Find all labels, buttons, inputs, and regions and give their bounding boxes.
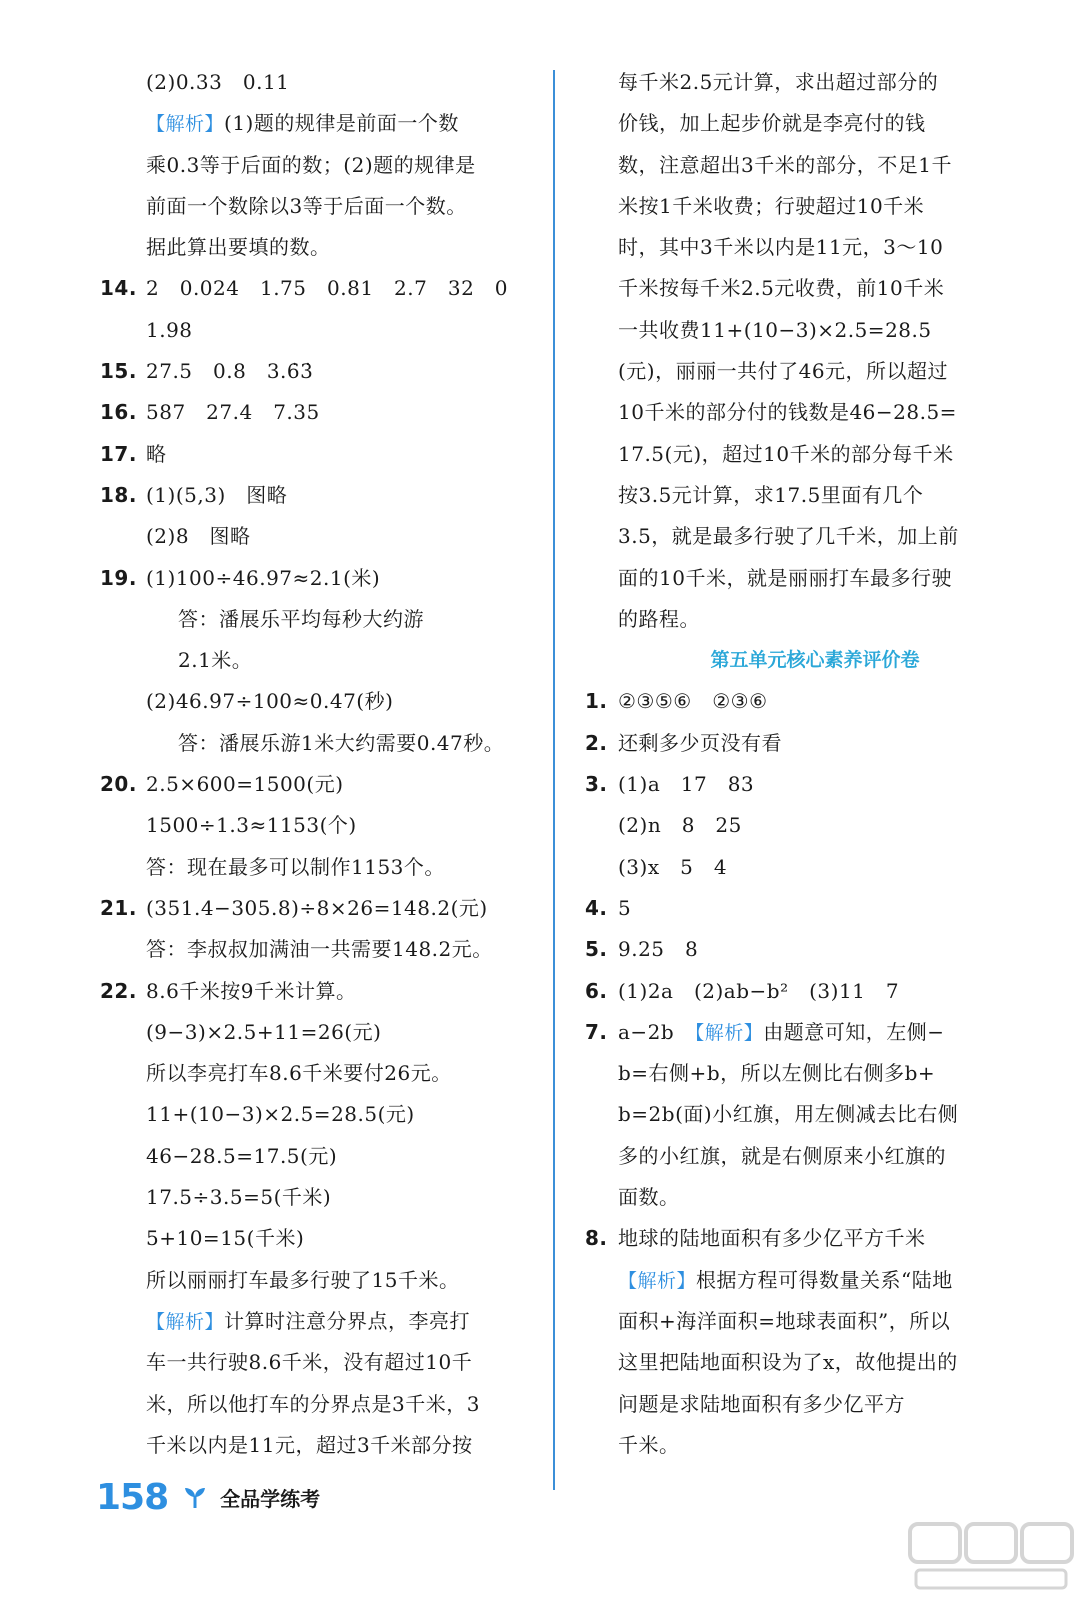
text-line: [585, 1342, 1025, 1383]
question-7: [585, 1012, 1025, 1053]
analysis-text: 时，其中3千米以内是11元，3～10: [618, 235, 944, 260]
analysis-text: 面的10千米，就是丽丽打车最多行驶: [618, 565, 952, 590]
answer-text: (351.4−305.8)÷8×26=148.2(元): [146, 895, 488, 920]
text-line: [100, 599, 540, 640]
question-4: [585, 888, 1025, 929]
text-line: [585, 392, 1025, 433]
question-number: 1.: [585, 689, 608, 714]
answer-text: 2.1米。: [178, 648, 253, 673]
text-line: [585, 805, 1025, 846]
analysis-text: b=2b(面)小红旗，用左侧减去比右侧: [618, 1102, 959, 1127]
question-number: 4.: [585, 895, 608, 920]
analysis-text: 车一共行驶8.6千米，没有超过10千: [146, 1350, 473, 1375]
analysis-text: 前面一个数除以3等于后面一个数。: [146, 193, 467, 218]
text-line: [100, 1384, 540, 1425]
text-line: [585, 1053, 1025, 1094]
section-title: 第五单元核心素养评价卷: [710, 649, 920, 672]
question-number: 15.: [100, 359, 137, 384]
question-number: 3.: [585, 772, 608, 797]
text-line: [100, 847, 540, 888]
answer-text: 2 0.024 1.75 0.81 2.7 32 0: [146, 276, 509, 301]
text-line: [585, 1136, 1025, 1177]
answer-text: 1500÷1.3≈1153(个): [146, 813, 357, 838]
text-line: [100, 145, 540, 186]
text-line: [100, 516, 540, 557]
answer-text: 5+10=15(千米): [146, 1226, 305, 1251]
answer-text: a−2b: [618, 1019, 695, 1044]
answer-text: (9−3)×2.5+11=26(元): [146, 1019, 382, 1044]
text-line: [585, 558, 1025, 599]
analysis-tag: 【解析】: [146, 113, 225, 136]
analysis-text: 米按1千米收费；行驶超过10千米: [618, 193, 925, 218]
text-line: [100, 1260, 540, 1301]
answer-text: 27.5 0.8 3.6̇3̇: [146, 359, 314, 384]
question-17: [100, 434, 540, 475]
page-number: 158: [96, 1476, 169, 1518]
analysis-text: 由题意可知，左侧−: [763, 1019, 945, 1044]
question-21: [100, 888, 540, 929]
analysis-text: b=右侧+b，所以左侧比右侧多b+: [618, 1061, 936, 1086]
text-line: [585, 62, 1025, 103]
analysis-text: 按3.5元计算，求17.5里面有几个: [618, 482, 924, 507]
answer-text: 答：李叔叔加满油一共需要148.2元。: [146, 937, 493, 962]
text-line: [585, 1094, 1025, 1135]
analysis-text: 3.5，就是最多行驶了几千米，加上前: [618, 524, 959, 549]
analysis-text: 数，注意超出3千米的部分，不足1千: [618, 152, 952, 177]
brand-name: 全品学练考: [220, 1486, 321, 1511]
text-line: [100, 1218, 540, 1259]
answer-text: 答：潘展乐平均每秒大约游: [178, 606, 424, 631]
question-number: 20.: [100, 772, 137, 797]
answer-text: 8.6千米按9千米计算。: [146, 978, 357, 1003]
analysis-line: [146, 103, 459, 145]
text-line: [100, 103, 540, 144]
text-line: [585, 1177, 1025, 1218]
answer-text: 2.5×600=1500(元): [146, 772, 344, 797]
text-line: [585, 1425, 1025, 1466]
question-18: [100, 475, 540, 516]
answer-text: (3)x 5 4: [618, 854, 728, 879]
text-line: [100, 723, 540, 764]
question-number: 18.: [100, 482, 137, 507]
text-line: [585, 103, 1025, 144]
question-number: 19.: [100, 565, 137, 590]
answer-text: (1)(5,3) 图略: [146, 482, 288, 507]
text-line: [585, 145, 1025, 186]
text-line: [585, 475, 1025, 516]
analysis-text: 面数。: [618, 1185, 680, 1210]
analysis-text: 计算时注意分界点，李亮打: [224, 1308, 471, 1333]
right-column: [585, 62, 1025, 1466]
analysis-line: [618, 1012, 945, 1054]
answer-text: ②③⑤⑥ ②③⑥: [618, 689, 768, 714]
question-number: 6.: [585, 978, 608, 1003]
text-line: [100, 640, 540, 681]
text-line: [585, 351, 1025, 392]
answer-text: (2)8 图略: [146, 524, 251, 549]
analysis-text: 问题是求陆地面积有多少亿平方: [618, 1391, 905, 1416]
answer-text: 587 27.4 7.35: [146, 400, 320, 425]
analysis-line: [146, 1301, 470, 1343]
analysis-text: 这里把陆地面积设为了x，故他提出的: [618, 1350, 958, 1375]
analysis-text: (元)，丽丽一共付了46元，所以超过: [618, 359, 949, 384]
analysis-text: 价钱，加上起步价就是李亮付的钱: [618, 111, 926, 136]
question-14: [100, 268, 540, 309]
question-number: 22.: [100, 978, 137, 1003]
question-number: 8.: [585, 1226, 608, 1251]
question-5: [585, 929, 1025, 970]
analysis-text: 每千米2.5元计算，求出超过部分的: [618, 70, 939, 94]
question-8: [585, 1218, 1025, 1259]
text-line: [100, 1136, 540, 1177]
question-number: 7.: [585, 1019, 608, 1044]
text-line: [585, 1384, 1025, 1425]
analysis-line: [618, 1260, 953, 1302]
answer-text: 答：潘展乐游1米大约需要0.47秒。: [178, 730, 505, 755]
question-number: 21.: [100, 895, 137, 920]
analysis-text: 的路程。: [618, 606, 700, 631]
question-number: 16.: [100, 400, 137, 425]
text-line: [585, 516, 1025, 557]
question-20: [100, 764, 540, 805]
analysis-text: 面积+海洋面积=地球表面积”，所以: [618, 1308, 951, 1333]
text-line: [585, 186, 1025, 227]
answer-text: 还剩多少页没有看: [618, 730, 782, 755]
answer-text: 答：现在最多可以制作1153个。: [146, 854, 445, 879]
answer-text: (2)n 8 25: [618, 813, 742, 838]
left-column: [100, 62, 540, 1466]
analysis-text: 一共收费11+(10−3)×2.5=28.5: [618, 317, 932, 342]
watermark-logo-icon: [906, 1520, 1076, 1592]
text-line: [100, 1342, 540, 1383]
text-line: [585, 227, 1025, 268]
answer-text: 11+(10−3)×2.5=28.5(元): [146, 1102, 415, 1127]
question-number: 14.: [100, 276, 137, 301]
question-3: [585, 764, 1025, 805]
answer-text: 9.25 8: [618, 937, 699, 962]
analysis-text: 乘0.3等于后面的数；(2)题的规律是: [146, 152, 476, 177]
text-line: [585, 599, 1025, 640]
question-19: [100, 558, 540, 599]
analysis-tag: 【解析】: [618, 1269, 697, 1292]
answer-text: 17.5÷3.5=5(千米): [146, 1185, 332, 1210]
text-line: [100, 186, 540, 227]
answer-text: 1.98: [146, 317, 193, 342]
analysis-text: 据此算出要填的数。: [146, 235, 331, 260]
text-line: [100, 929, 540, 970]
analysis-text: 米，所以他打车的分界点是3千米，3: [146, 1391, 480, 1416]
analysis-text: (1)题的规律是前面一个数: [224, 111, 459, 136]
analysis-tag: 【解析】: [146, 1310, 225, 1333]
analysis-text: 根据方程可得数量关系“陆地: [696, 1267, 953, 1292]
analysis-text: 千米。: [618, 1432, 680, 1457]
answer-text: 所以丽丽打车最多行驶了15千米。: [146, 1267, 460, 1292]
text-line: [100, 62, 540, 103]
answer-text: (1)a 17 83: [618, 772, 755, 797]
text-line: [100, 1094, 540, 1135]
text-line: [585, 1260, 1025, 1301]
answer-text: 46−28.5=17.5(元): [146, 1143, 338, 1168]
text-line: [100, 310, 540, 351]
analysis-text: 多的小红旗，就是右侧原来小红旗的: [618, 1143, 946, 1168]
question-number: 17.: [100, 441, 137, 466]
analysis-text: 千米以内是11元，超过3千米部分按: [146, 1432, 473, 1457]
answer-text: (1)2a (2)ab−b² (3)11 7: [618, 978, 900, 1003]
question-number: 5.: [585, 937, 608, 962]
question-6: [585, 971, 1025, 1012]
analysis-text: 10千米的部分付的钱数是46−28.5=: [618, 400, 957, 425]
column-divider: [553, 70, 555, 1490]
page-footer: [96, 1472, 320, 1522]
answer-text: (2)46.97÷100≈0.47(秒): [146, 689, 394, 714]
text-line: [100, 1301, 540, 1342]
text-line: [100, 1425, 540, 1466]
text-line: [100, 1012, 540, 1053]
answer-text: (1)100÷46.97≈2.1(米): [146, 565, 381, 590]
text-line: [100, 1177, 540, 1218]
answer-text: (2)0.33 0.11: [146, 70, 290, 94]
text-line: [585, 268, 1025, 309]
question-22: [100, 971, 540, 1012]
answer-text: 5: [618, 895, 632, 920]
question-16: [100, 392, 540, 433]
question-15: [100, 351, 540, 392]
answer-text: 所以李亮打车8.6千米要付26元。: [146, 1061, 452, 1086]
analysis-text: 千米按每千米2.5元收费，前10千米: [618, 276, 945, 301]
analysis-text: 17.5(元)，超过10千米的部分每千米: [618, 441, 954, 466]
text-line: [585, 847, 1025, 888]
question-1: [585, 681, 1025, 722]
text-line: [100, 681, 540, 722]
text-line: [585, 434, 1025, 475]
answer-text: 略: [146, 441, 167, 466]
text-line: [100, 227, 540, 268]
text-line: [100, 1053, 540, 1094]
text-line: [585, 1301, 1025, 1342]
question-2: [585, 723, 1025, 764]
analysis-tag: 【解析】: [694, 1021, 764, 1044]
text-line: [585, 310, 1025, 351]
sprout-icon: [182, 1484, 208, 1510]
text-line: [100, 805, 540, 846]
question-number: 2.: [585, 730, 608, 755]
answer-text: 地球的陆地面积有多少亿平方千米: [618, 1226, 926, 1251]
